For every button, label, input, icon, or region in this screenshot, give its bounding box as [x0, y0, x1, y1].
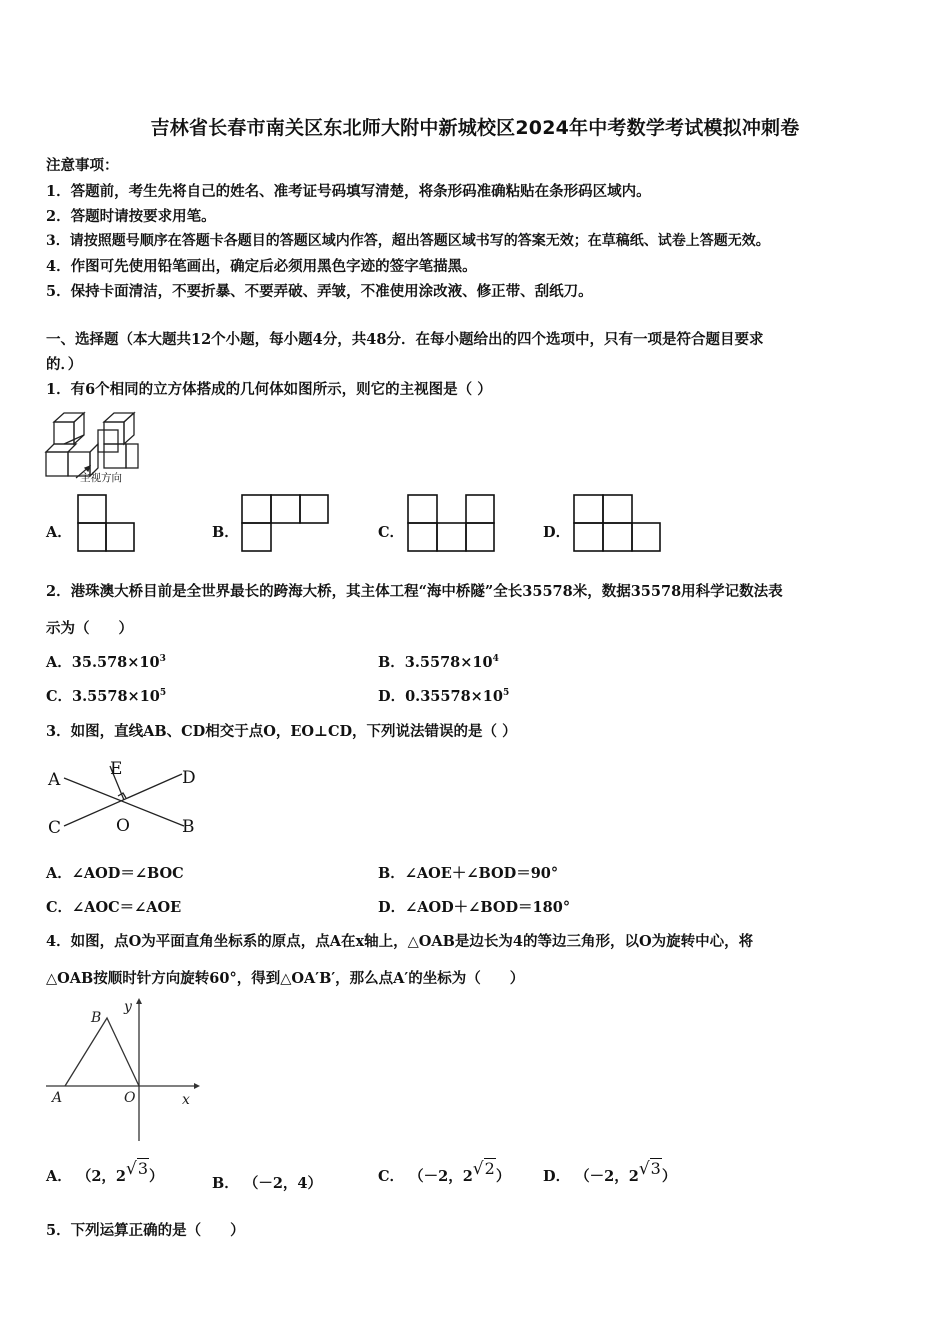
q1-option-b-figure	[241, 494, 329, 552]
q1-option-a-label: A．	[46, 524, 72, 541]
notice-item-4: 4．作图可先使用铅笔画出，确定后必须用黑色字迹的签字笔描黑。	[46, 258, 477, 275]
q1-view-direction-label: 主视方向	[80, 472, 122, 484]
notice-item-1: 1．答题前，考生先将自己的姓名、准考证号码填写清楚，将条形码准确粘贴在条形码区域内。	[46, 183, 651, 200]
q2-option-d: D．$0.35578\times 10^5$	[378, 688, 510, 705]
q4-label-o: O	[124, 1090, 136, 1106]
q3-label-c: C	[48, 818, 62, 838]
q3-option-d: D．∠AOD＋∠BOD＝180°	[378, 899, 571, 916]
q4-label-x: x	[182, 1092, 190, 1108]
q3-option-c: C．∠AOC＝∠AOE	[46, 899, 182, 916]
q1-option-c-figure	[407, 494, 495, 552]
question-4-stem-line2: △OAB按顺时针方向旋转60°，得到△OA′B′，那么点A′的坐标为（ ）	[46, 970, 525, 987]
section-heading-cont: 的．）	[46, 356, 83, 373]
sqrt-symbol: √3	[638, 1159, 661, 1179]
q4-y-arrow	[136, 998, 142, 1004]
notice-item-3: 3．请按照题号顺序在答题卡各题目的答题区域内作答，超出答题区域书写的答案无效；在草稿纸、试卷上答题无效。	[46, 233, 770, 249]
sqrt-symbol: √2	[472, 1159, 495, 1179]
q1-option-c-label: C．	[378, 524, 405, 541]
q4-triangle	[65, 1018, 139, 1086]
q4-label-a: A	[52, 1090, 63, 1106]
q3-label-b: B	[182, 817, 195, 837]
notice-item-2: 2．答题时请按要求用笔。	[46, 208, 216, 225]
q4-option-b: B． （－2，4）	[212, 1175, 323, 1192]
q3-figure	[44, 756, 214, 846]
question-1-stem: 1．有6个相同的立方体搭成的几何体如图所示，则它的主视图是（ ）	[46, 381, 492, 398]
q4-x-arrow	[194, 1083, 200, 1089]
q4-label-b: B	[91, 1010, 102, 1026]
q2-option-a: A．$35.578\times 10^3$	[46, 654, 166, 671]
q1-option-d-label: D．	[543, 524, 571, 541]
q1-option-b-label: B．	[212, 524, 239, 541]
q3-option-b: B．∠AOE＋∠BOD＝90°	[378, 865, 559, 882]
q4-option-d: D． （－2，2√3）	[543, 1159, 677, 1185]
q1-option-a-figure	[77, 494, 135, 552]
q1-option-d-figure	[573, 494, 661, 552]
question-2-stem-line1: 2．港珠澳大桥目前是全世界最长的跨海大桥，其主体工程“海中桥隧”全长35578米，数据35578用科学记数法表	[46, 583, 783, 600]
notice-heading: 注意事项：	[46, 157, 119, 174]
sqrt-symbol: √3	[126, 1159, 149, 1179]
section-heading: 一、选择题（本大题共12个小题，每小题4分，共48分．在每小题给出的四个选项中，只有一项是符合题目要求	[46, 331, 764, 348]
page-title: 吉林省长春市南关区东北师大附中新城校区2024年中考数学考试模拟冲刺卷	[150, 117, 800, 139]
question-5-stem: 5．下列运算正确的是（ ）	[46, 1222, 245, 1239]
q4-option-a: A． （2，2√3）	[46, 1159, 164, 1185]
question-2-stem-line2: 示为（ ）	[46, 620, 133, 637]
q2-option-b: B．$3.5578\times 10^4$	[378, 654, 499, 671]
q3-option-a: A．∠AOD＝∠BOC	[46, 865, 184, 882]
q4-coordinate-figure	[44, 996, 204, 1146]
q3-label-a: A	[48, 770, 61, 790]
question-3-stem: 3．如图，直线AB、CD相交于点O，EO⊥CD，下列说法错误的是（ ）	[46, 723, 517, 740]
q3-label-o: O	[116, 816, 130, 836]
q2-option-c: C．$3.5578\times 10^5$	[46, 688, 167, 705]
question-4-stem-line1: 4．如图，点O为平面直角坐标系的原点，点A在x轴上，△OAB是边长为4的等边三角形，以O为旋转中心，将	[46, 933, 754, 950]
q4-option-c: C． （－2，2√2）	[378, 1159, 511, 1185]
q3-label-e: E	[110, 759, 123, 779]
q4-label-y: y	[124, 999, 132, 1015]
notice-item-5: 5．保持卡面清洁，不要折暴、不要弄破、弄皱，不准使用涂改液、修正带、刮纸刀。	[46, 283, 593, 300]
q3-label-d: D	[182, 768, 196, 788]
